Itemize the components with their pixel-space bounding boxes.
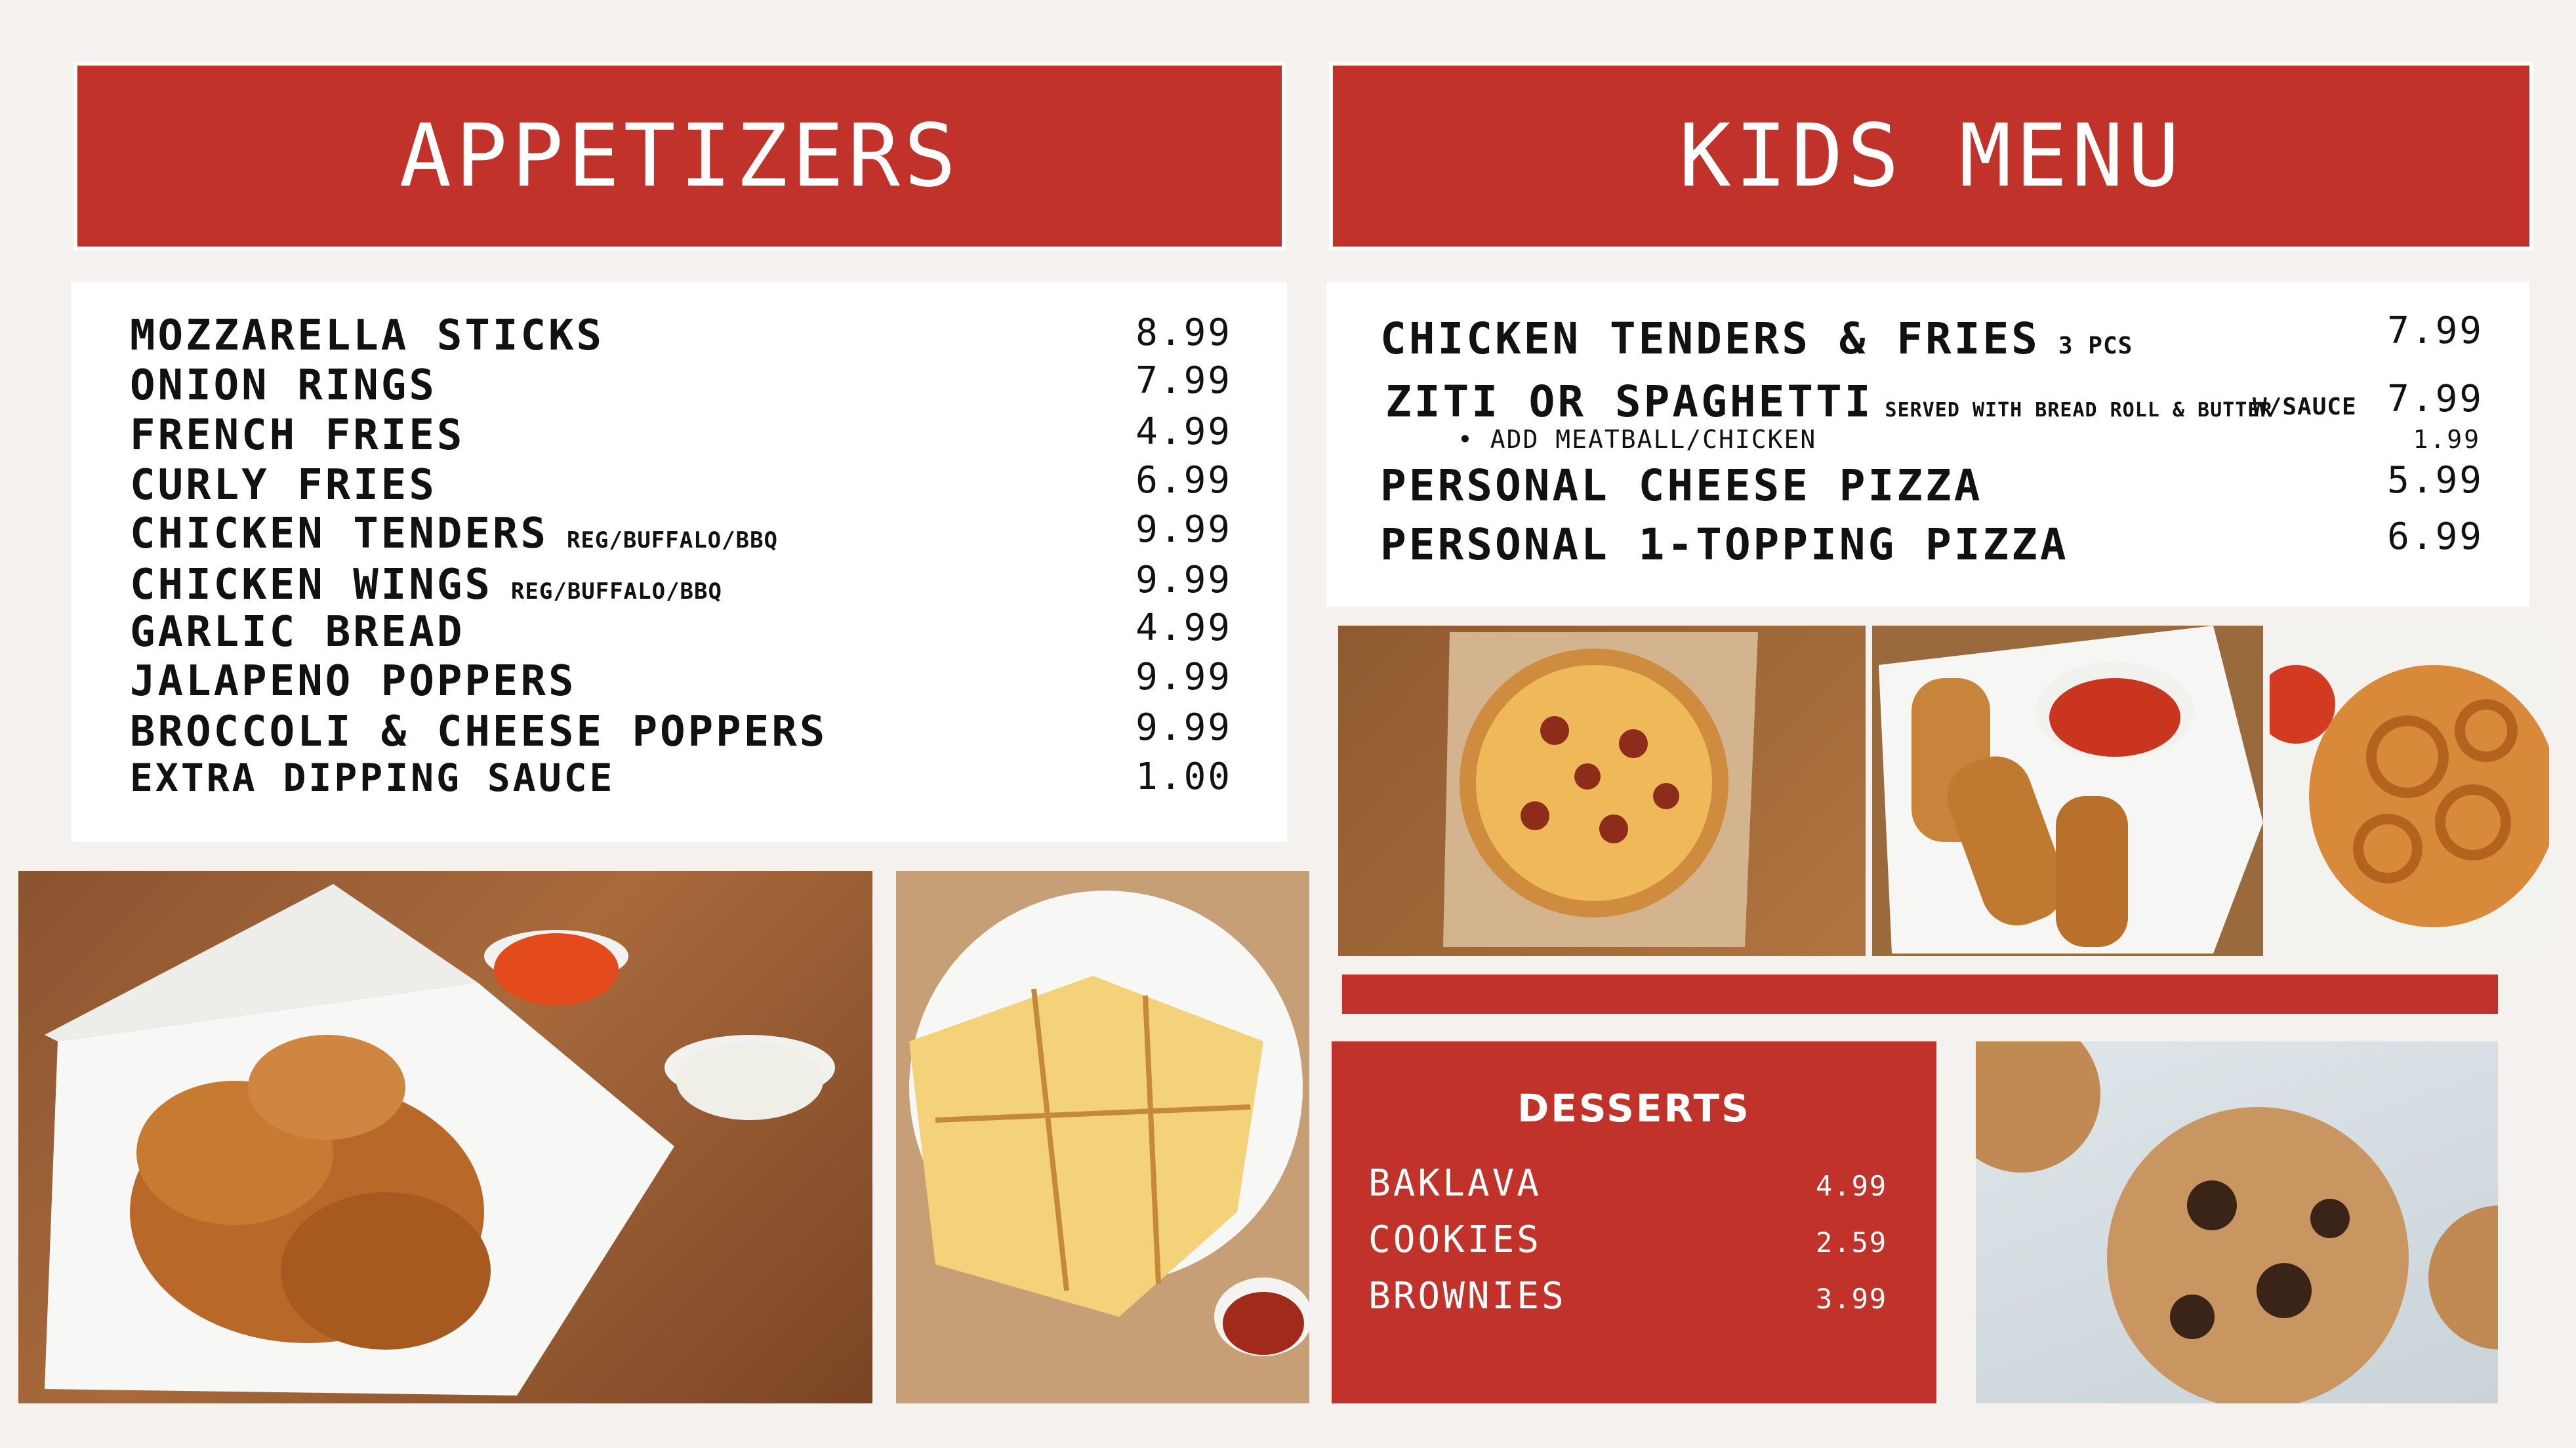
kids-menu-list <box>1326 282 2529 607</box>
menu-item: MOZZARELLA STICKS <box>130 312 605 360</box>
menu-item-price: 9.99 <box>1135 656 1232 698</box>
menu-item-price: 6.99 <box>2387 515 2484 558</box>
desserts-panel <box>1332 1041 1936 1403</box>
menu-item-price: 7.99 <box>1135 359 1232 402</box>
menu-item-price: 1.00 <box>1135 755 1232 798</box>
menu-item-price: 6.99 <box>1135 459 1232 502</box>
dessert-price: 2.59 <box>1816 1226 1888 1258</box>
menu-item-note: REG/BUFFALO/BBQ <box>510 578 722 605</box>
kids-menu-banner <box>1333 66 2529 247</box>
menu-addon: • ADD MEATBALL/CHICKEN <box>1458 425 1817 454</box>
mozzarella-sticks-photo <box>1872 626 2263 956</box>
menu-item: ONION RINGS <box>130 361 437 410</box>
kids-menu-title: KIDS MENU <box>1679 106 2184 207</box>
menu-item-price: 8.99 <box>1135 312 1232 354</box>
menu-item: BROCCOLI & CHEESE POPPERS <box>130 708 828 756</box>
menu-item: GARLIC BREAD <box>130 608 465 656</box>
garlic-bread-photo <box>896 871 1309 1403</box>
menu-item-note: SERVED WITH BREAD ROLL & BUTTER <box>1885 399 2273 422</box>
dessert-item: BAKLAVA <box>1368 1162 1542 1205</box>
pizza-photo <box>1338 626 1866 956</box>
menu-item: PERSONAL 1-TOPPING PIZZA <box>1380 519 2069 570</box>
appetizers-list <box>71 282 1287 842</box>
menu-addon-price: 1.99 <box>2413 425 2481 454</box>
wings-photo <box>18 871 872 1403</box>
dessert-price: 4.99 <box>1816 1170 1888 1202</box>
menu-item: FRENCH FRIES <box>130 411 465 460</box>
dessert-price: 3.99 <box>1816 1283 1888 1315</box>
appetizers-banner <box>77 66 1282 247</box>
menu-item-price: 9.99 <box>1135 508 1232 551</box>
menu-item-note: 3 PCS <box>2058 332 2133 359</box>
appetizers-title: APPETIZERS <box>399 106 960 207</box>
dessert-item: BROWNIES <box>1368 1275 1566 1317</box>
desserts-title: DESSERTS <box>1517 1086 1751 1131</box>
menu-item-extra: W/SAUCE <box>2253 393 2357 420</box>
menu-item: EXTRA DIPPING SAUCE <box>130 755 615 800</box>
curly-fries-photo <box>2270 626 2549 956</box>
menu-item: CURLY FRIES <box>130 461 437 510</box>
menu-item: CHICKEN WINGS REG/BUFFALO/BBQ <box>130 561 722 609</box>
menu-item: PERSONAL CHEESE PIZZA <box>1380 460 1983 511</box>
menu-item-price: 9.99 <box>1135 559 1232 601</box>
menu-item: ZITI OR SPAGHETTI SERVED WITH BREAD ROLL & BUTTER <box>1385 376 2273 427</box>
menu-item-price: 9.99 <box>1135 706 1232 749</box>
menu-item-price: 5.99 <box>2387 459 2484 502</box>
menu-item-price: 4.99 <box>1135 411 1232 453</box>
cookies-photo <box>1976 1041 2498 1403</box>
menu-item-note: REG/BUFFALO/BBQ <box>566 527 779 553</box>
menu-item-price: 7.99 <box>2387 310 2484 352</box>
divider-bar <box>1342 975 2498 1014</box>
menu-item: CHICKEN TENDERS REG/BUFFALO/BBQ <box>130 510 779 558</box>
menu-item: CHICKEN TENDERS & FRIES 3 PCS <box>1380 313 2133 364</box>
menu-item-price: 4.99 <box>1135 607 1232 649</box>
menu-item-price: 7.99 <box>2387 378 2484 420</box>
menu-item: JALAPENO POPPERS <box>130 657 577 706</box>
dessert-item: COOKIES <box>1368 1218 1542 1261</box>
